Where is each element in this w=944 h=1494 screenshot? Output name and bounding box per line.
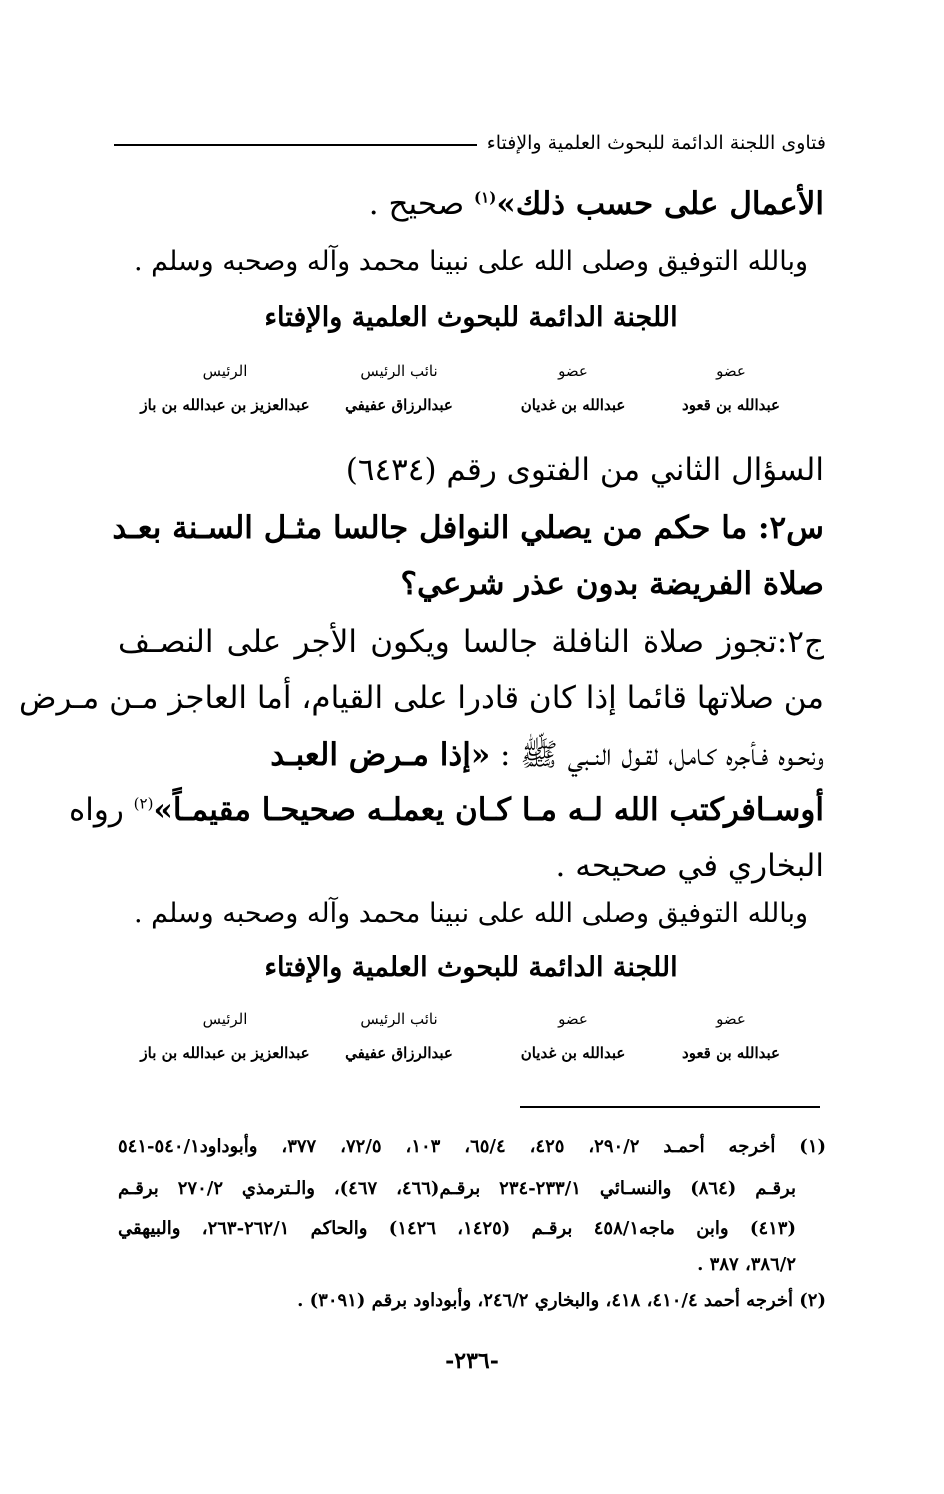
question-line: س٢: ما حكم من يصلي النوافل جالسا مثـل السـنة بعـد [112,510,824,546]
signature-name: عبدالله بن قعود [682,1044,780,1062]
answer-text: رواه [69,792,134,828]
footnote-ref-1[interactable]: (١) [474,188,497,207]
signature-role: نائب الرئيس [360,362,438,380]
signature-name: عبدالله بن غديان [520,1044,626,1062]
footnote-1-continued: برقـم (٨٦٤) والنسـائي ٢٣٣/١-٢٣٤ برقـم(٤٦٦، ٤٦٧)، والـترمذي ٢٧٠/٢ برقـم [118,1178,796,1199]
paragraph-line [118,186,824,222]
answer-line [69,792,824,828]
signature-role: الرئيس [202,362,248,380]
signature-president [130,1010,320,1062]
signature-block [118,362,826,432]
footnote-1-continued: ٣٨٦/٢، ٣٨٧ . [697,1254,796,1275]
signature-name: عبدالعزيز بن عبدالله بن باز [140,1044,310,1062]
signature-vice-president [304,1010,494,1062]
committee-title: اللجنة الدائمة للبحوث العلمية والإفتاء [264,302,678,333]
running-title: فتاوى اللجنة الدائمة للبحوث العلمية والإفتاء [486,132,826,154]
quote-tail: صحيح . [368,186,475,222]
footnote-ref-2[interactable]: (٢) [133,794,154,813]
footnote-1: (١) أخرجه أحمـد ٢٩٠/٢، ٤٢٥، ٦٥/٤، ١٠٣، ٧٢/٥، ٣٧٧، وأبوداود٥٤٠/١-٥٤١ [118,1136,827,1157]
signature-name: عبدالعزيز بن عبدالله بن باز [140,396,310,414]
signature-role: عضو [558,362,588,380]
committee-title: اللجنة الدائمة للبحوث العلمية والإفتاء [264,952,678,983]
question-heading: السؤال الثاني من الفتوى رقم (٦٤٣٤) [345,452,824,488]
footnote-separator [520,1106,820,1108]
hadith-quote: أوسـافركتب الله لـه مـا كـان يعملـه صحيحـا مقيمـاً» [153,792,824,828]
signature-member-2 [478,362,668,414]
signature-member-2 [478,1010,668,1062]
answer-line: البخاري في صحيحه . [555,848,824,884]
signature-role: عضو [558,1010,588,1028]
header-rule [114,144,477,146]
signature-name: عبدالرزاق عفيفي [345,1044,453,1062]
signature-name: عبدالله بن قعود [682,396,780,414]
answer-text: ونحـوه فـأجره كـامل، لقـول النـبي ﷺ : [490,737,824,773]
signature-role: عضو [716,362,746,380]
footnote-2: (٢) أخرجه أحمد ٤١٠/٤، ٤١٨، والبخاري ٢٤٦/٢، وأبوداود برقم (٣٠٩١) . [297,1290,826,1311]
signature-name: عبدالرزاق عفيفي [345,396,453,414]
answer-line: ج٢:تجوز صلاة النافلة جالسا ويكون الأجر على النصـف [118,624,824,660]
quote-end: الأعمال على حسب ذلك» [496,186,824,222]
question-line: صلاة الفريضة بدون عذر شرعي؟ [400,566,824,602]
hadith-quote: «إذا مـرض العبـد [270,737,491,773]
signature-role: عضو [716,1010,746,1028]
signature-role: الرئيس [202,1010,248,1028]
page-number: -٢٣٦- [445,1348,499,1374]
answer-line [118,736,824,781]
footnote-1-continued: (٤١٣) وابن ماجه٤٥٨/١ برقـم (١٤٢٥، ١٤٢٦) والحاكم ٢٦٢/١-٢٦٣، والبيهقي [118,1218,796,1239]
signature-role: نائب الرئيس [360,1010,438,1028]
signature-president [130,362,320,414]
running-header [114,126,826,160]
answer-line: من صلاتها قائما إذا كان قادرا على القيام، أما العاجز مـن مـرض [19,680,824,716]
closing-formula: وبالله التوفيق وصلى الله على نبينا محمد وآله وصحبه وسلم . [133,898,808,929]
signature-vice-president [304,362,494,414]
signature-name: عبدالله بن غديان [520,396,626,414]
signature-block [118,1010,826,1080]
closing-formula: وبالله التوفيق وصلى الله على نبينا محمد وآله وصحبه وسلم . [133,246,808,277]
